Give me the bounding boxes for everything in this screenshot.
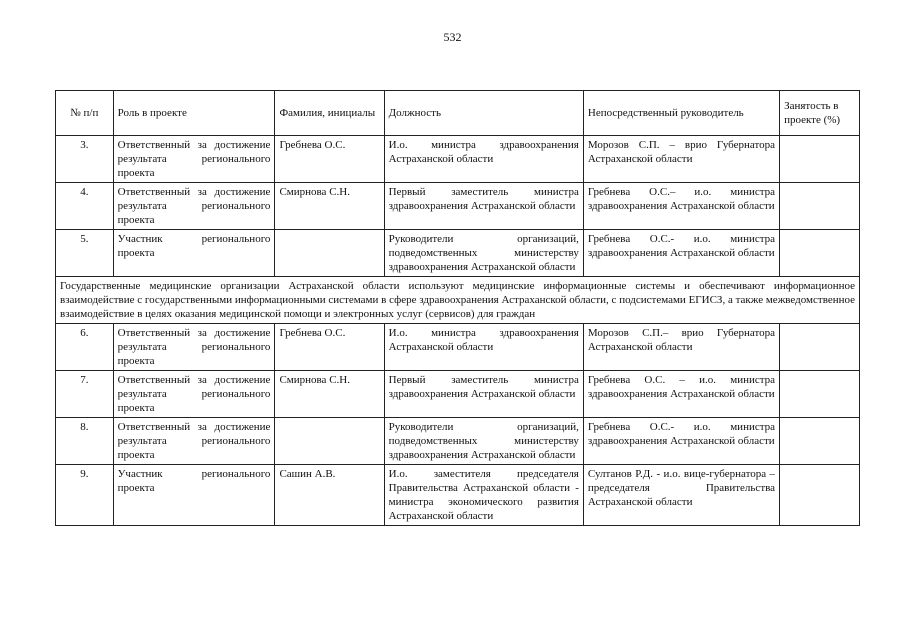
cell-role: Участник регионального проекта bbox=[113, 230, 275, 277]
cell-role: Ответственный за достижение результата регионального проекта bbox=[113, 136, 275, 183]
cell-manager: Гребнева О.С.- и.о. министра здравоохранения Астраханской области bbox=[583, 418, 779, 465]
cell-load bbox=[780, 371, 860, 418]
cell-role: Ответственный за достижение результата регионального проекта bbox=[113, 183, 275, 230]
page-number: 532 bbox=[443, 30, 462, 44]
project-roster-table bbox=[55, 90, 860, 526]
header-role: Роль в проекте bbox=[113, 91, 275, 136]
header-manager: Непосредственный руководитель bbox=[583, 91, 779, 136]
cell-number: 5. bbox=[56, 230, 114, 277]
cell-number: 3. bbox=[56, 136, 114, 183]
section-description: Государственные медицинские организации Астраханской области используют медицинские информационные системы и обеспечивают информационное взаимодействие с государственными информационными системами в сфере здравоохранения Астраханской области, с подсистемами ЕГИСЗ, а также межведомственное взаимодействие в целях оказания медицинской помощи и электронных услуг (сервисов) для граждан bbox=[56, 277, 860, 324]
cell-manager: Гребнева О.С.– и.о. министра здравоохранения Астраханской области bbox=[583, 183, 779, 230]
cell-role: Ответственный за достижение результата регионального проекта bbox=[113, 418, 275, 465]
cell-number: 8. bbox=[56, 418, 114, 465]
cell-position: И.о. министра здравоохранения Астраханской области bbox=[384, 324, 583, 371]
cell-manager: Султанов Р.Д. - и.о. вице-губернатора – председателя Правительства Астраханской области bbox=[583, 465, 779, 526]
table-row bbox=[56, 183, 860, 230]
cell-number: 6. bbox=[56, 324, 114, 371]
cell-load bbox=[780, 324, 860, 371]
cell-number: 9. bbox=[56, 465, 114, 526]
cell-role: Участник регионального проекта bbox=[113, 465, 275, 526]
cell-load bbox=[780, 418, 860, 465]
cell-load bbox=[780, 183, 860, 230]
cell-number: 4. bbox=[56, 183, 114, 230]
table-row bbox=[56, 371, 860, 418]
cell-manager: Морозов С.П.– врио Губернатора Астраханской области bbox=[583, 324, 779, 371]
table-row bbox=[56, 418, 860, 465]
cell-name: Сашин А.В. bbox=[275, 465, 384, 526]
table-row bbox=[56, 324, 860, 371]
header-position: Должность bbox=[384, 91, 583, 136]
cell-position: И.о. министра здравоохранения Астраханской области bbox=[384, 136, 583, 183]
cell-load bbox=[780, 230, 860, 277]
header-load: Занятость в проекте (%) bbox=[780, 91, 860, 136]
cell-position: И.о. заместителя председателя Правительства Астраханской области - министра экономического развития Астраханской области bbox=[384, 465, 583, 526]
cell-number: 7. bbox=[56, 371, 114, 418]
cell-manager: Гребнева О.С. – и.о. министра здравоохранения Астраханской области bbox=[583, 371, 779, 418]
cell-position: Руководители организаций, подведомственных министерству здравоохранения Астраханской области bbox=[384, 418, 583, 465]
header-name: Фамилия, инициалы bbox=[275, 91, 384, 136]
cell-name bbox=[275, 230, 384, 277]
cell-manager: Гребнева О.С.- и.о. министра здравоохранения Астраханской области bbox=[583, 230, 779, 277]
header-number: № п/п bbox=[56, 91, 114, 136]
cell-name: Смирнова С.Н. bbox=[275, 183, 384, 230]
cell-name bbox=[275, 418, 384, 465]
cell-position: Руководители организаций, подведомственных министерству здравоохранения Астраханской области bbox=[384, 230, 583, 277]
cell-role: Ответственный за достижение результата регионального проекта bbox=[113, 371, 275, 418]
cell-name: Гребнева О.С. bbox=[275, 324, 384, 371]
cell-role: Ответственный за достижение результата регионального проекта bbox=[113, 324, 275, 371]
cell-name: Гребнева О.С. bbox=[275, 136, 384, 183]
table-row bbox=[56, 230, 860, 277]
table-header-row bbox=[56, 91, 860, 136]
table-row bbox=[56, 136, 860, 183]
cell-name: Смирнова С.Н. bbox=[275, 371, 384, 418]
cell-position: Первый заместитель министра здравоохранения Астраханской области bbox=[384, 183, 583, 230]
section-row bbox=[56, 277, 860, 324]
cell-manager: Морозов С.П. – врио Губернатора Астраханской области bbox=[583, 136, 779, 183]
cell-load bbox=[780, 465, 860, 526]
cell-load bbox=[780, 136, 860, 183]
table-row bbox=[56, 465, 860, 526]
cell-position: Первый заместитель министра здравоохранения Астраханской области bbox=[384, 371, 583, 418]
